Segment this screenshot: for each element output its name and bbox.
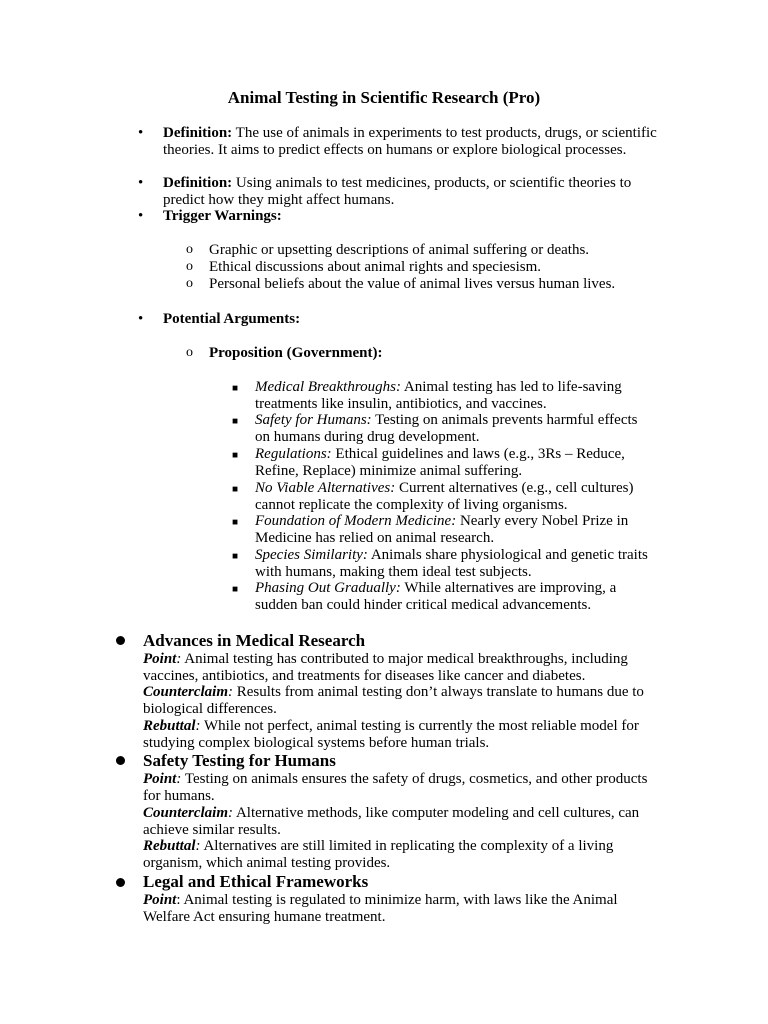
trigger-item: Ethical discussions about animal rights and speciesism. <box>209 259 542 275</box>
proposition-item <box>255 547 655 581</box>
sub-bullet: o <box>186 276 193 291</box>
square-bullet: ■ <box>232 383 239 394</box>
square-bullet: ■ <box>232 584 239 595</box>
trigger-warnings-label: Trigger Warnings: <box>163 208 282 224</box>
definition-text: Using animals to test medicines, products, or scientific theories to predict how they might affect humans. <box>163 175 632 208</box>
point-label: Point <box>143 892 177 908</box>
square-bullet: ■ <box>232 517 239 528</box>
proposition-item <box>255 379 655 413</box>
section-point: Point: Animal testing is regulated to minimize harm, with laws like the Animal Welfare Act ensuring humane treatment. <box>143 892 618 925</box>
proposition-term: No Viable Alternatives: <box>255 480 396 496</box>
sub-bullet: o <box>186 242 193 257</box>
proposition-term: Foundation of Modern Medicine: <box>255 513 457 529</box>
proposition-text: Current alternatives (e.g., cell cultures) cannot replicate the complexity of living organisms. <box>255 480 634 513</box>
proposition-item <box>255 412 655 446</box>
point-text: Animal testing is regulated to minimize harm, with laws like the Animal Welfare Act ensuring humane treatment. <box>143 892 618 925</box>
document-title: Animal Testing in Scientific Research (Pro) <box>227 88 541 107</box>
section-counterclaim: Counterclaim: Results from animal testing don’t always translate to humans due to biological differences. <box>143 684 644 717</box>
proposition-term: Medical Breakthroughs: <box>255 379 401 395</box>
section-heading: Advances in Medical Research <box>143 631 366 650</box>
section-counterclaim: Counterclaim: Alternative methods, like computer modeling and cell cultures, can achieve similar results. <box>143 805 640 838</box>
trigger-item: Graphic or upsetting descriptions of animal suffering or deaths. <box>209 242 590 258</box>
proposition-text: While alternatives are improving, a sudden ban could hinder critical medical advancements. <box>255 580 617 613</box>
proposition-item <box>255 513 655 547</box>
sub-bullet: o <box>186 345 193 360</box>
counterclaim-text: Alternative methods, like computer modeling and cell cultures, can achieve similar results. <box>143 805 640 838</box>
section-bullet <box>116 756 125 765</box>
section-point: Point: Testing on animals ensures the safety of drugs, cosmetics, and other products for humans. <box>143 771 648 804</box>
square-bullet: ■ <box>232 416 239 427</box>
counterclaim-label: Counterclaim <box>143 805 229 821</box>
definition-item-2 <box>163 175 663 209</box>
definition-label: Definition: <box>163 125 233 141</box>
bullet-dot: • <box>138 208 144 224</box>
proposition-text: Nearly every Nobel Prize in Medicine has relied on animal research. <box>255 513 629 546</box>
section-bullet <box>116 636 125 645</box>
proposition-item <box>255 446 655 480</box>
bullet-dot: • <box>138 175 144 191</box>
proposition-term: Phasing Out Gradually: <box>255 580 401 596</box>
proposition-text: Testing on animals prevents harmful effects on humans during drug development. <box>255 412 638 445</box>
section-heading: Safety Testing for Humans <box>143 751 336 770</box>
bullet-dot: • <box>138 311 144 327</box>
square-bullet: ■ <box>232 450 239 461</box>
definition-label: Definition: <box>163 175 233 191</box>
counterclaim-label: Counterclaim <box>143 684 229 700</box>
section-rebuttal: Rebuttal: While not perfect, animal testing is currently the most reliable model for studying complex biological systems before human trials. <box>143 718 639 751</box>
section-rebuttal: Rebuttal: Alternatives are still limited in replicating the complexity of a living organism, which animal testing provides. <box>143 838 614 871</box>
proposition-text: Animal testing has led to life-saving treatments like insulin, antibiotics, and vaccines. <box>255 379 622 412</box>
section-heading: Legal and Ethical Frameworks <box>143 872 369 891</box>
proposition-term: Species Similarity: <box>255 547 368 563</box>
proposition-item <box>255 480 655 514</box>
square-bullet: ■ <box>232 551 239 562</box>
section-bullet <box>116 878 125 887</box>
point-label: Point <box>143 771 177 787</box>
counterclaim-text: Results from animal testing don’t always translate to humans due to biological differences. <box>143 684 644 717</box>
definition-item-1 <box>163 125 663 159</box>
proposition-term: Safety for Humans: <box>255 412 372 428</box>
rebuttal-text: While not perfect, animal testing is currently the most reliable model for studying complex biological systems before human trials. <box>143 718 639 751</box>
point-label: Point <box>143 651 177 667</box>
point-text: Animal testing has contributed to major medical breakthroughs, including vaccines, antibiotics, and treatments for diseases like cancer and diabetes. <box>143 651 628 684</box>
proposition-text: Ethical guidelines and laws (e.g., 3Rs – Reduce, Refine, Replace) minimize animal suffering. <box>255 446 625 479</box>
bullet-dot: • <box>138 125 144 141</box>
rebuttal-label: Rebuttal <box>143 718 196 734</box>
sub-bullet: o <box>186 259 193 274</box>
rebuttal-text: Alternatives are still limited in replicating the complexity of a living organism, which animal testing provides. <box>143 838 614 871</box>
proposition-term: Regulations: <box>255 446 332 462</box>
rebuttal-label: Rebuttal <box>143 838 196 854</box>
potential-arguments-label: Potential Arguments: <box>163 311 301 327</box>
point-text: Testing on animals ensures the safety of drugs, cosmetics, and other products for humans. <box>143 771 648 804</box>
proposition-item <box>255 580 655 614</box>
trigger-item: Personal beliefs about the value of animal lives versus human lives. <box>209 276 616 292</box>
proposition-label: Proposition (Government): <box>209 345 383 361</box>
definition-text: The use of animals in experiments to test products, drugs, or scientific theories. It aims to predict effects on humans or explore biological processes. <box>163 125 657 158</box>
square-bullet: ■ <box>232 484 239 495</box>
proposition-text: Animals share physiological and genetic traits with humans, making them ideal test subjects. <box>255 547 648 580</box>
section-point: Point: Animal testing has contributed to major medical breakthroughs, including vaccines, antibiotics, and treatments for diseases like cancer and diabetes. <box>143 651 628 684</box>
